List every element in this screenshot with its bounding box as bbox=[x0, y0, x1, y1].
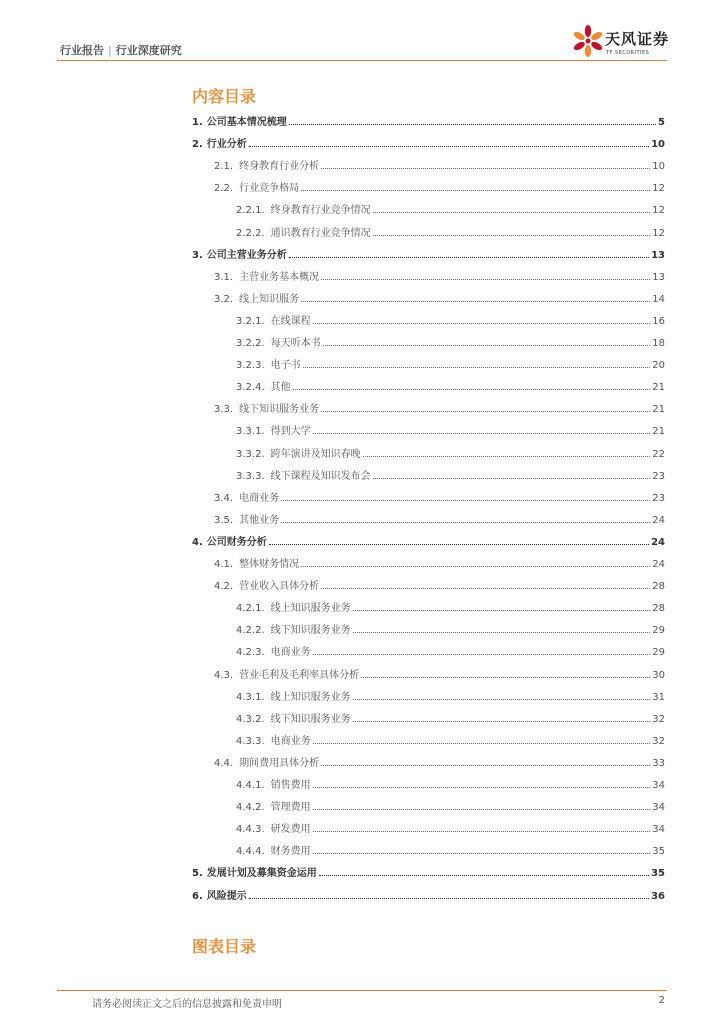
toc-entry-label: 主营业务基本概况 bbox=[239, 271, 320, 283]
toc-entry-label: 终身教育行业竞争情况 bbox=[270, 205, 371, 217]
toc-leader-dots bbox=[301, 189, 650, 191]
toc-entry-number: 3.3.3. bbox=[236, 470, 265, 482]
toc-entry-page: 29 bbox=[652, 647, 665, 659]
toc-entry[interactable] bbox=[192, 132, 665, 150]
toc-entry[interactable] bbox=[236, 795, 665, 813]
toc-entry-page: 16 bbox=[652, 315, 665, 327]
toc-leader-dots bbox=[301, 565, 650, 567]
toc-entry-number: 2.2. bbox=[214, 183, 234, 195]
toc-entry-page: 13 bbox=[652, 271, 665, 283]
toc-leader-dots bbox=[373, 234, 651, 236]
header-rule bbox=[57, 60, 667, 61]
toc-entry[interactable] bbox=[236, 375, 665, 393]
toc-leader-dots bbox=[313, 432, 651, 434]
toc-entry-page: 35 bbox=[651, 868, 665, 880]
brand-name-en: TF SECURITIES bbox=[606, 50, 650, 56]
toc-leader-dots bbox=[313, 653, 651, 655]
toc-entry-label: 其他 bbox=[270, 382, 291, 394]
toc-entry[interactable] bbox=[214, 574, 665, 592]
toc-leader-dots bbox=[353, 720, 651, 722]
toc-leader-dots bbox=[313, 830, 651, 832]
toc-entry[interactable] bbox=[236, 817, 665, 835]
toc-leader-dots bbox=[281, 521, 650, 523]
toc-entry[interactable] bbox=[214, 552, 665, 570]
toc-entry-label: 行业分析 bbox=[206, 139, 247, 151]
toc-entry-number: 4.4.3. bbox=[236, 824, 265, 836]
toc-entry-number: 4.2.3. bbox=[236, 647, 265, 659]
toc-entry-label: 公司主营业务分析 bbox=[206, 249, 287, 261]
toc-entry-number: 3. bbox=[192, 249, 203, 261]
toc-leader-dots bbox=[353, 631, 651, 633]
toc-entry-page: 28 bbox=[652, 581, 665, 593]
toc-leader-dots bbox=[269, 543, 649, 545]
toc-entry-number: 3.3.2. bbox=[236, 448, 265, 460]
report-category: 行业报告 | 行业深度研究 bbox=[60, 44, 182, 57]
toc-entry[interactable] bbox=[236, 640, 665, 658]
toc-entry-page: 30 bbox=[652, 669, 665, 681]
toc-entry-number: 4.3.1. bbox=[236, 691, 265, 703]
toc-entry-number: 3.2.3. bbox=[236, 360, 265, 372]
toc-leader-dots bbox=[249, 145, 649, 147]
toc-entry-page: 32 bbox=[652, 735, 665, 747]
toc-leader-dots bbox=[281, 499, 650, 501]
toc-entry-label: 得到大学 bbox=[270, 426, 311, 438]
toc-entry[interactable] bbox=[236, 464, 665, 482]
toc-entry-label: 终身教育行业分析 bbox=[239, 161, 320, 173]
toc-entry-number: 3.3.1. bbox=[236, 426, 265, 438]
toc-leader-dots bbox=[319, 874, 649, 876]
toc-entry-page: 23 bbox=[652, 492, 665, 504]
toc-entry-label: 电商业务 bbox=[270, 735, 311, 747]
toc-entry-page: 12 bbox=[652, 183, 665, 195]
toc-entry-number: 3.4. bbox=[214, 492, 234, 504]
toc-entry[interactable] bbox=[236, 773, 665, 791]
toc-entry-page: 24 bbox=[652, 559, 665, 570]
toc-entry[interactable] bbox=[236, 839, 665, 857]
toc-entry[interactable] bbox=[214, 663, 665, 681]
toc-entry-page: 36 bbox=[651, 890, 665, 902]
toc-entry-page: 24 bbox=[652, 514, 665, 526]
toc-entry-page: 12 bbox=[652, 205, 665, 217]
toc-entry-number: 3.5. bbox=[214, 514, 234, 526]
toc-entry-label: 管理费用 bbox=[270, 802, 311, 814]
toc-entry[interactable] bbox=[192, 884, 665, 902]
toc-entry[interactable] bbox=[214, 176, 665, 194]
toc-entry-page: 12 bbox=[652, 227, 665, 239]
figures-toc-title: 图表目录 bbox=[192, 937, 257, 956]
toc-leader-dots bbox=[313, 742, 651, 744]
toc-entry-number: 4.2.1. bbox=[236, 603, 265, 615]
toc-entry-number: 4.2. bbox=[214, 581, 234, 593]
toc-leader-dots bbox=[321, 278, 650, 280]
toc-entry-number: 3.2.4. bbox=[236, 382, 265, 394]
toc-entry-label: 线上知识服务 bbox=[239, 293, 300, 305]
toc-entry-label: 财务费用 bbox=[270, 846, 311, 858]
toc-leader-dots bbox=[323, 344, 651, 346]
toc-entry-label: 电商业务 bbox=[270, 647, 311, 659]
toc-leader-dots bbox=[321, 410, 650, 412]
toc-entry-number: 3.2. bbox=[214, 293, 234, 305]
toc-leader-dots bbox=[293, 388, 651, 390]
toc-entry-label: 整体财务情况 bbox=[239, 559, 300, 570]
toc-entry-page: 31 bbox=[652, 691, 665, 703]
toc-entry-page: 21 bbox=[652, 426, 665, 438]
toc-entry[interactable] bbox=[214, 486, 665, 504]
toc-leader-dots bbox=[321, 587, 650, 589]
toc-leader-dots bbox=[289, 256, 649, 258]
toc-entry-label: 营业毛利及毛利率具体分析 bbox=[239, 669, 360, 681]
footer-rule bbox=[57, 990, 667, 991]
toc-entry-number: 6. bbox=[192, 890, 203, 902]
toc-entry-number: 1. bbox=[192, 117, 203, 128]
brand-name-cn: 天风证券 bbox=[605, 30, 670, 48]
toc-entry-page: 29 bbox=[652, 625, 665, 637]
toc-entry-label: 跨年演讲及知识春晚 bbox=[270, 448, 361, 460]
toc-leader-dots bbox=[353, 609, 651, 611]
toc-entry[interactable] bbox=[236, 596, 665, 614]
toc-entry-label: 销售费用 bbox=[270, 780, 311, 791]
toc-entry-page: 21 bbox=[652, 404, 665, 416]
toc-entry[interactable] bbox=[214, 508, 665, 526]
toc-entry[interactable] bbox=[236, 353, 665, 371]
toc-entry-page: 23 bbox=[652, 470, 665, 482]
toc-entry-label: 风险提示 bbox=[206, 890, 247, 902]
toc-leader-dots bbox=[321, 167, 650, 169]
toc-entry[interactable] bbox=[236, 707, 665, 725]
toc-leader-dots bbox=[353, 698, 651, 700]
toc-leader-dots bbox=[289, 123, 656, 125]
toc-entry-number: 4. bbox=[192, 536, 203, 548]
toc-entry-page: 28 bbox=[652, 603, 665, 615]
toc-title: 内容目录 bbox=[192, 87, 257, 106]
toc-entry-page: 13 bbox=[651, 249, 665, 261]
toc-entry-number: 4.4.2. bbox=[236, 802, 265, 814]
footer-disclaimer: 请务必阅读正文之后的信息披露和免责申明 bbox=[92, 999, 282, 1010]
toc-leader-dots bbox=[303, 366, 651, 368]
toc-entry-page: 22 bbox=[652, 448, 665, 460]
toc-entry-label: 每天听本书 bbox=[270, 338, 321, 349]
toc-leader-dots bbox=[301, 300, 650, 302]
toc-leader-dots bbox=[313, 808, 651, 810]
toc-entry-page: 35 bbox=[652, 846, 665, 858]
toc-entry[interactable] bbox=[236, 685, 665, 703]
toc-entry-label: 电商业务 bbox=[239, 492, 280, 504]
toc-entry-page: 34 bbox=[652, 780, 665, 791]
toc-entry[interactable] bbox=[236, 442, 665, 460]
toc-entry-label: 线下知识服务业务 bbox=[270, 625, 351, 637]
toc-entry[interactable] bbox=[236, 729, 665, 747]
toc-entry-number: 2. bbox=[192, 139, 203, 151]
toc-leader-dots bbox=[373, 477, 651, 479]
toc-entry-number: 3.3. bbox=[214, 404, 234, 416]
toc-entry-number: 3.1. bbox=[214, 271, 234, 283]
toc-entry[interactable] bbox=[192, 861, 665, 879]
toc-entry[interactable] bbox=[236, 198, 665, 216]
toc-entry-page: 18 bbox=[652, 338, 665, 349]
toc-entry[interactable] bbox=[236, 221, 665, 239]
toc-entry-label: 研发费用 bbox=[270, 824, 311, 836]
toc-entry-number: 2.2.1. bbox=[236, 205, 265, 217]
toc-entry[interactable] bbox=[214, 397, 665, 415]
toc-entry-number: 4.4.1. bbox=[236, 780, 265, 791]
toc-entry-number: 4.4.4. bbox=[236, 846, 265, 858]
toc-entry-page: 24 bbox=[651, 536, 665, 548]
toc-entry-number: 4.3.3. bbox=[236, 735, 265, 747]
toc-entry-label: 线下知识服务业务 bbox=[239, 404, 320, 416]
toc-leader-dots bbox=[313, 852, 651, 854]
toc-entry[interactable] bbox=[214, 751, 665, 769]
toc-entry-number: 3.2.1. bbox=[236, 315, 265, 327]
toc-entry-page: 10 bbox=[651, 139, 665, 151]
toc-entry[interactable] bbox=[236, 309, 665, 327]
toc-entry-number: 3.2.2. bbox=[236, 338, 265, 349]
toc-entry-page: 34 bbox=[652, 802, 665, 814]
toc-entry-page: 33 bbox=[652, 757, 665, 769]
toc-entry-label: 线上知识服务业务 bbox=[270, 603, 351, 615]
toc-entry[interactable] bbox=[236, 618, 665, 636]
toc-leader-dots bbox=[321, 764, 650, 766]
toc-entry[interactable] bbox=[236, 331, 665, 349]
toc-entry-label: 公司基本情况梳理 bbox=[206, 117, 287, 128]
toc-entry-page: 14 bbox=[652, 293, 665, 305]
toc-entry-number: 4.4. bbox=[214, 757, 234, 769]
toc-entry-label: 线下课程及知识发布会 bbox=[270, 470, 371, 482]
toc-entry-page: 20 bbox=[652, 360, 665, 372]
toc-entry[interactable] bbox=[192, 110, 665, 128]
toc-entry[interactable] bbox=[192, 530, 665, 548]
toc-entry[interactable] bbox=[192, 243, 665, 261]
toc-entry[interactable] bbox=[214, 154, 665, 172]
toc-entry-label: 在线课程 bbox=[270, 315, 311, 327]
toc-entry-label: 线下知识服务业务 bbox=[270, 713, 351, 725]
toc-entry-label: 电子书 bbox=[270, 360, 301, 372]
toc-entry[interactable] bbox=[214, 287, 665, 305]
toc-entry-number: 2.2.2. bbox=[236, 227, 265, 239]
toc-entry-number: 4.3. bbox=[214, 669, 234, 681]
toc-entry-number: 4.1. bbox=[214, 559, 234, 570]
toc-entry-number: 4.2.2. bbox=[236, 625, 265, 637]
toc-leader-dots bbox=[373, 211, 651, 213]
toc-entry-page: 34 bbox=[652, 824, 665, 836]
toc-entry[interactable] bbox=[236, 419, 665, 437]
toc-entry-label: 发展计划及募集资金运用 bbox=[206, 868, 317, 880]
toc-entry-number: 4.3.2. bbox=[236, 713, 265, 725]
toc-entry-page: 21 bbox=[652, 382, 665, 394]
toc-leader-dots bbox=[363, 455, 651, 457]
toc-leader-dots bbox=[313, 322, 651, 324]
toc-entry-label: 其他业务 bbox=[239, 514, 280, 526]
toc-leader-dots bbox=[361, 676, 650, 678]
toc-leader-dots bbox=[313, 786, 651, 788]
toc-entry[interactable] bbox=[214, 265, 665, 283]
toc-entry-page: 10 bbox=[652, 161, 665, 173]
toc-entry-label: 行业竞争格局 bbox=[239, 183, 300, 195]
toc-entry-label: 期间费用具体分析 bbox=[239, 757, 320, 769]
toc-leader-dots bbox=[249, 897, 649, 899]
toc-entry-number: 2.1. bbox=[214, 161, 234, 173]
toc-entry-label: 通识教育行业竞争情况 bbox=[270, 227, 371, 239]
toc-entry-page: 5 bbox=[658, 117, 665, 128]
toc-entry-page: 32 bbox=[652, 713, 665, 725]
toc-entry-label: 营业收入具体分析 bbox=[239, 581, 320, 593]
toc-entry-label: 线上知识服务业务 bbox=[270, 691, 351, 703]
toc-entry-number: 5. bbox=[192, 868, 203, 880]
page-number: 2 bbox=[658, 995, 665, 1006]
toc-entry-label: 公司财务分析 bbox=[206, 536, 267, 548]
